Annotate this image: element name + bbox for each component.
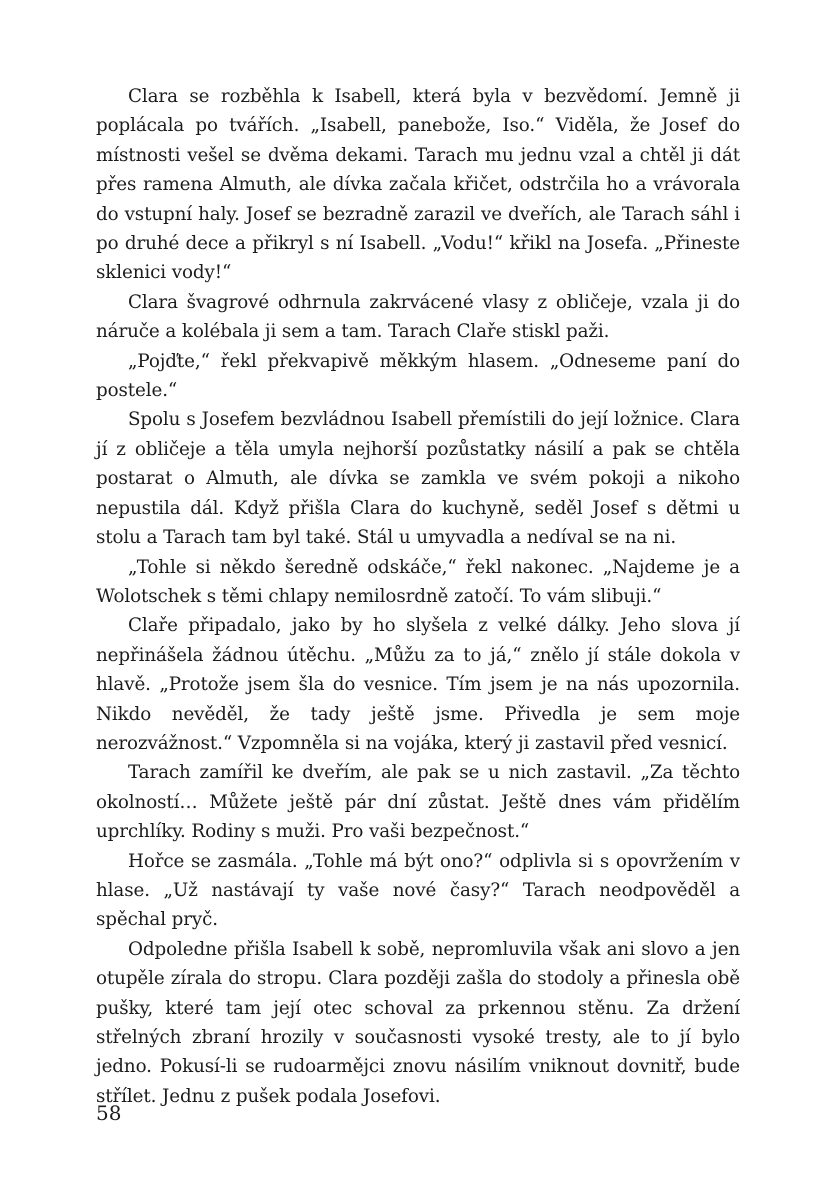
- paragraph: Hořce se zasmála. „Tohle má být ono?“ odplivla si s opovržením v hlase. „Už nastávají ty vaše nové časy?“ Tarach neodpověděl a spěchal pryč.: [96, 850, 740, 931]
- paragraph: „Pojďte,“ řekl překvapivě měkkým hlasem. „Odneseme paní do postele.“: [96, 350, 740, 402]
- paragraph: Clara švagrové odhrnula zakrvácené vlasy z obličeje, vzala ji do náruče a kolébala ji sem a tam. Tarach Claře stiskl paži.: [96, 291, 740, 343]
- paragraph: Spolu s Josefem bezvládnou Isabell přemístili do její ložnice. Clara jí z obličeje a těla umyla nejhorší pozůstatky násilí a pak se chtěla postarat o Almuth, ale dívka se zamkla ve svém pokoji a nikoho nepustila dál. Když přišla Clara do kuchyně, seděl Josef s dětmi u stolu a Tarach tam byl také. Stál u umyvadla a nedíval se na ni.: [96, 409, 740, 549]
- paragraph: „Tohle si někdo šeredně odskáče,“ řekl nakonec. „Najdeme je a Wolotschek s těmi chlapy nemilosrdně zatočí. To vám slibuji.“: [96, 556, 740, 607]
- paragraph: Clara se rozběhla k Isabell, která byla v bezvědomí. Jemně ji poplácala po tvářích. „Isabell, panebože, Iso.“ Viděla, že Josef do místnosti vešel se dvěma dekami. Tarach mu jednu vzal a chtěl ji dát přes ramena Almuth, ale dívka začala křičet, odstrčila ho a vrávorala do vstupní haly. Josef se bezradně zarazil ve dveřích, ale Tarach sáhl i po druhé dece a přikryl s ní Isabell. „Vodu!“ křikl na Josefa. „Přineste sklenici vody!“: [96, 86, 740, 284]
- paragraph: Tarach zamířil ke dveřím, ale pak se u nich zastavil. „Za těchto okolností… Můžete ještě pár dní zůstat. Ještě dnes vám přidělím uprchlíky. Rodiny s muži. Pro vaši bezpečnost.“: [96, 762, 740, 843]
- page-number: 58: [96, 1101, 122, 1125]
- paragraph: Claře připadalo, jako by ho slyšela z velké dálky. Jeho slova jí nepřinášela žádnou útěchu. „Můžu za to já,“ znělo jí stále dokola v hlavě. „Protože jsem šla do vesnice. Tím jsem je na nás upozornila. Nikdo nevěděl, že tady ještě jsme. Přivedla je sem moje nerozvážnost.“ Vzpomněla si na vojáka, který ji zastavil před vesnicí.: [96, 615, 740, 754]
- body-text: [96, 82, 740, 1111]
- paragraph: Odpoledne přišla Isabell k sobě, nepromluvila však ani slovo a jen otupěle zírala do stropu. Clara později zašla do stodoly a přinesla obě pušky, které tam její otec schoval za prkennou stěnu. Za držení střelných zbraní hrozily v současnosti vysoké tresty, ale to jí bylo jedno. Pokusí-li se rudoarmějci znovu násilím vniknout dovnitř, bude střílet. Jednu z pušek podala Josefovi.: [96, 938, 740, 1107]
